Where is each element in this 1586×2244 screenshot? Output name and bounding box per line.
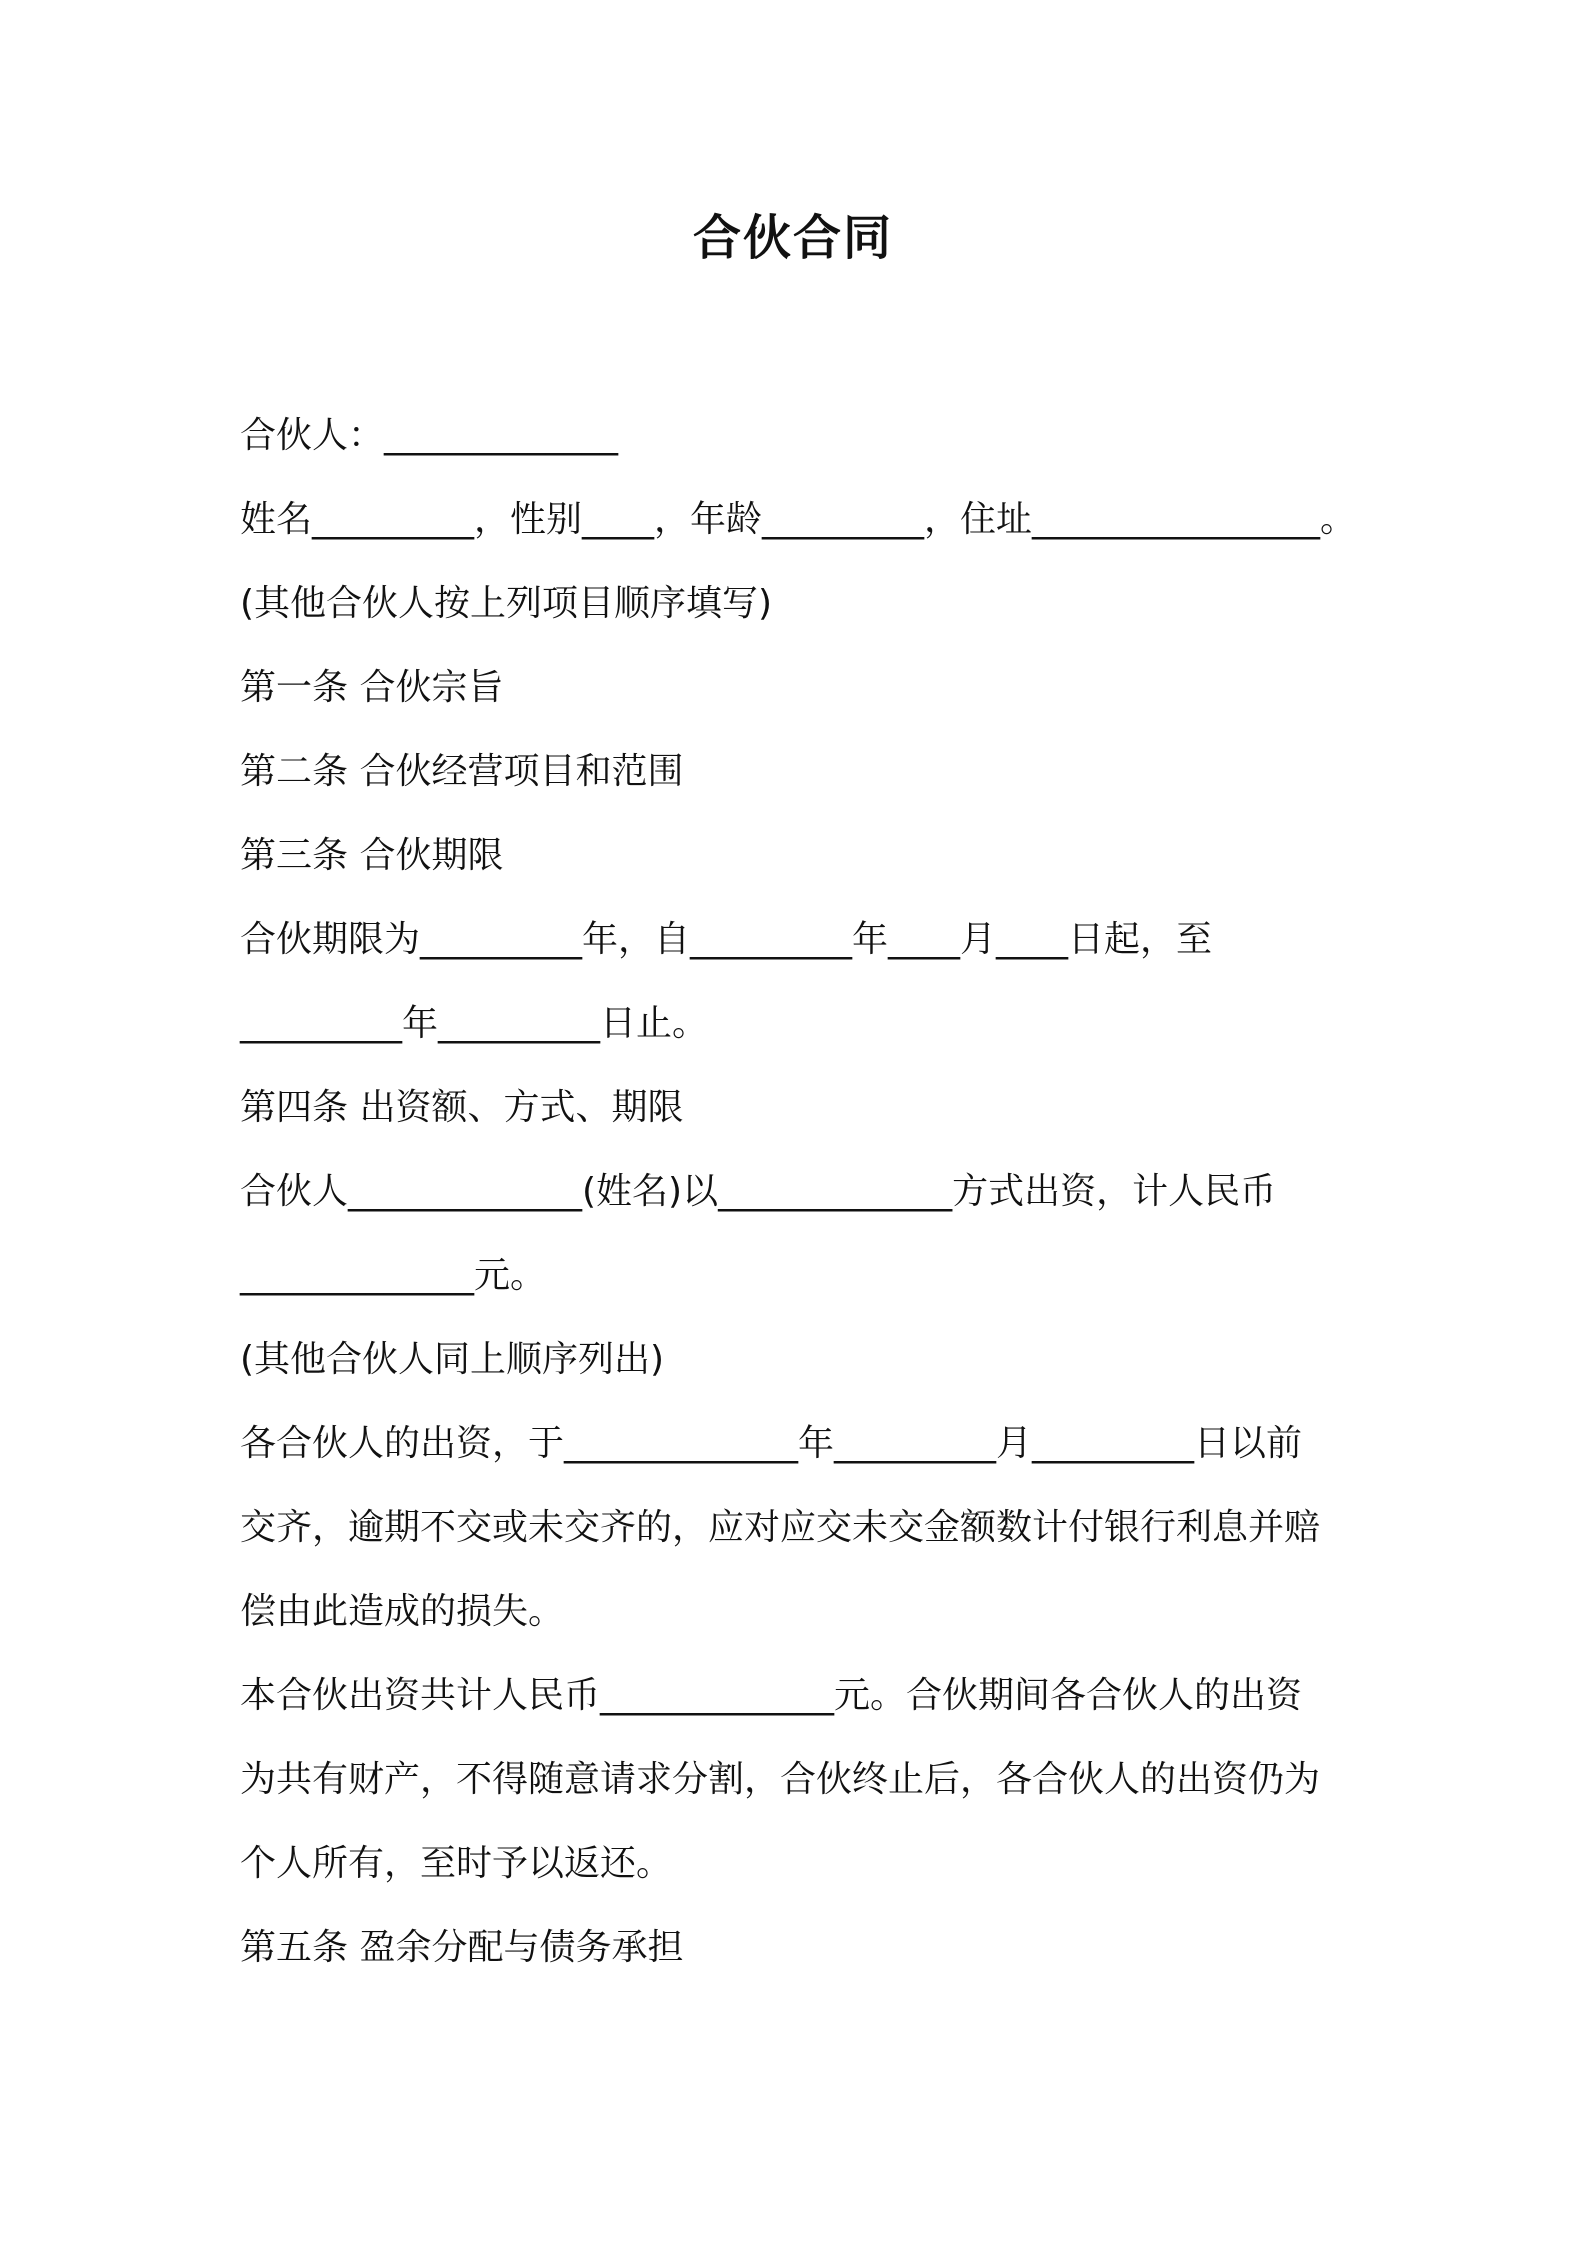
- total-contribution-line-2: 为共有财产，不得随意请求分割，合伙终止后，各合伙人的出资仍为: [240, 1759, 1321, 1800]
- document-title: 合伙合同: [692, 210, 893, 266]
- contribution-order-note: (其他合伙人同上顺序列出): [240, 1339, 665, 1380]
- payment-deadline-line-3: 偿由此造成的损失。: [240, 1591, 565, 1632]
- article-4-heading: 第四条 出资额、方式、期限: [240, 1087, 684, 1128]
- total-contribution-line-1: 本合伙出资共计人民币_____________元。合伙期间各合伙人的出资: [240, 1675, 1303, 1716]
- term-line-2: _________年_________日止。: [240, 1003, 709, 1044]
- article-5-heading: 第五条 盈余分配与债务承担: [240, 1927, 684, 1968]
- article-2-heading: 第二条 合伙经营项目和范围: [240, 751, 684, 792]
- contribution-line-2: _____________元。: [240, 1255, 547, 1296]
- total-contribution-line-3: 个人所有，至时予以返还。: [240, 1843, 673, 1884]
- contribution-line-1: 合伙人_____________(姓名)以_____________方式出资，计人民币: [240, 1171, 1277, 1212]
- partner-line: 合伙人：_____________: [240, 415, 619, 456]
- partner-info-line: 姓名_________，性别____，年龄_________，住址________________。: [240, 499, 1357, 540]
- payment-deadline-line-2: 交齐，逾期不交或未交齐的，应对应交未交金额数计付银行利息并赔: [240, 1507, 1321, 1548]
- article-1-heading: 第一条 合伙宗旨: [240, 667, 504, 708]
- term-line-1: 合伙期限为_________年，自_________年____月____日起，至: [240, 919, 1213, 960]
- payment-deadline-line-1: 各合伙人的出资，于_____________年_________月_________日以前: [240, 1423, 1303, 1464]
- article-3-heading: 第三条 合伙期限: [240, 835, 504, 876]
- partner-order-note: (其他合伙人按上列项目顺序填写): [240, 583, 773, 624]
